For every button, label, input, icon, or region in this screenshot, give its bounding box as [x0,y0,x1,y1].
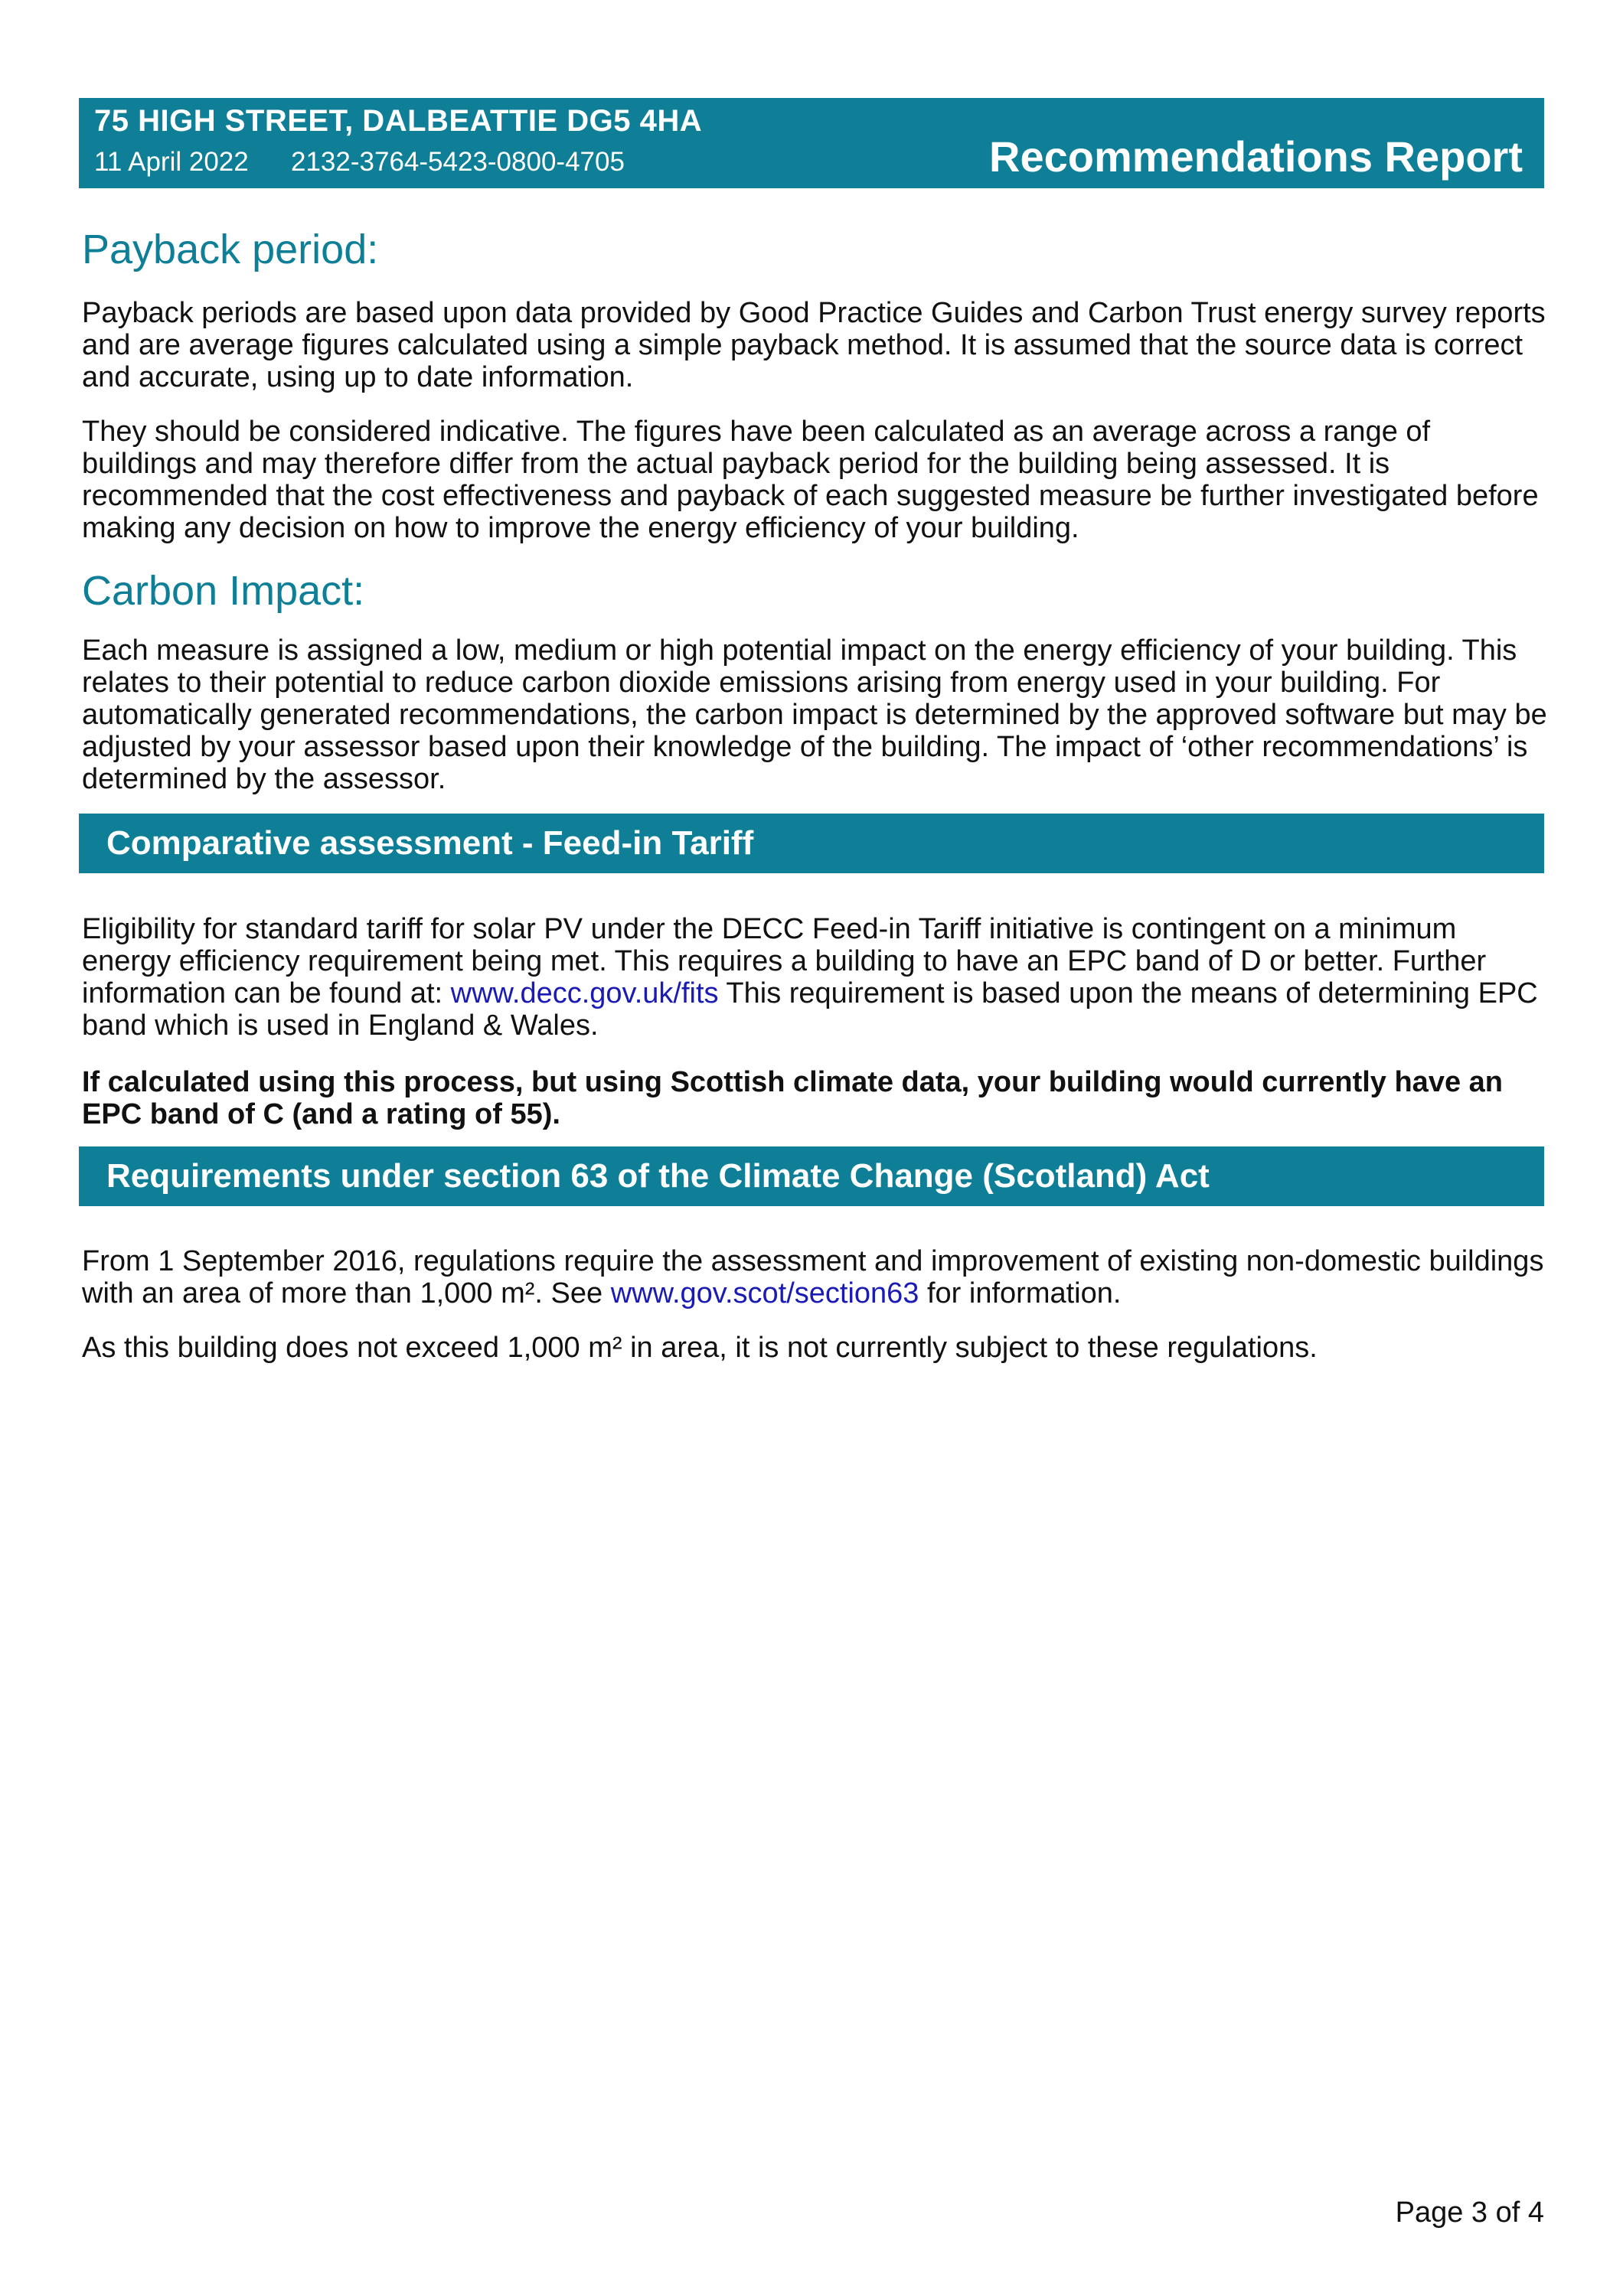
section63-paragraph-2: As this building does not exceed 1,000 m² in area, it is not currently subject to these regulations. [82,1332,1318,1364]
scottish-climate-epc-statement: If calculated using this process, but using Scottish climate data, your building would currently have an EPC band of C (and a rating of 55). [82,1066,1503,1130]
section63-text-start: From 1 September 2016, regulations require the assessment and improvement of existing non-domestic buildings with an area of more than 1,000 m². See [82,1245,1544,1309]
report-title: Recommendations Report [989,132,1523,181]
section63-paragraph-1 [82,1245,1552,1309]
feed-in-tariff-paragraph [82,913,1552,1042]
page-number: Page 3 of 4 [1395,2197,1544,2229]
section63-heading: Requirements under section 63 of the Climate Change (Scotland) Act [106,1157,1210,1195]
section63-section-header [79,1146,1544,1206]
feed-in-tariff-heading: Comparative assessment - Feed-in Tariff [106,824,754,862]
carbon-impact-heading: Carbon Impact: [82,568,365,614]
feed-in-tariff-section-header [79,814,1544,873]
carbon-impact-paragraph: Each measure is assigned a low, medium or high potential impact on the energy efficiency of your building. This relates to their potential to reduce carbon dioxide emissions arising from energy used in your building. For automatically generated recommendations, the carbon impact is determined by the approved software but may be adjusted by your assessor based upon their knowledge of the building. The impact of ‘other recommendations’ is determined by the assessor. [82,634,1547,795]
section63-text-end: for information. [919,1277,1122,1309]
report-header [79,98,1544,188]
decc-fits-link[interactable]: www.decc.gov.uk/fits [450,977,719,1009]
property-address: 75 HIGH STREET, DALBEATTIE DG5 4HA [94,104,703,138]
gov-scot-section63-link[interactable]: www.gov.scot/section63 [610,1277,919,1309]
feed-in-text-start: Eligibility for standard tariff for solar PV under the DECC Feed-in Tariff initiative is contingent on a minimum energy efficiency requirement being met. This requires a building to have an EPC band of D or better. Further information can be found at: [82,913,1487,1009]
report-date: 11 April 2022 [94,147,249,177]
payback-heading: Payback period: [82,227,379,272]
report-reference-number: 2132-3764-5423-0800-4705 [291,147,625,177]
feed-in-text-end: This requirement is based upon the means of determining EPC band which is used in England & Wales. [82,977,1538,1042]
payback-paragraph-2: They should be considered indicative. The figures have been calculated as an average across a range of buildings and may therefore differ from the actual payback period for the building being assessed. It is recommended that the cost effectiveness and payback of each suggested measure be further investigated before making any decision on how to improve the energy efficiency of your building. [82,416,1539,544]
payback-paragraph-1: Payback periods are based upon data provided by Good Practice Guides and Carbon Trust energy survey reports and are average figures calculated using a simple payback method. It is assumed that the source data is correct and accurate, using up to date information. [82,297,1546,393]
